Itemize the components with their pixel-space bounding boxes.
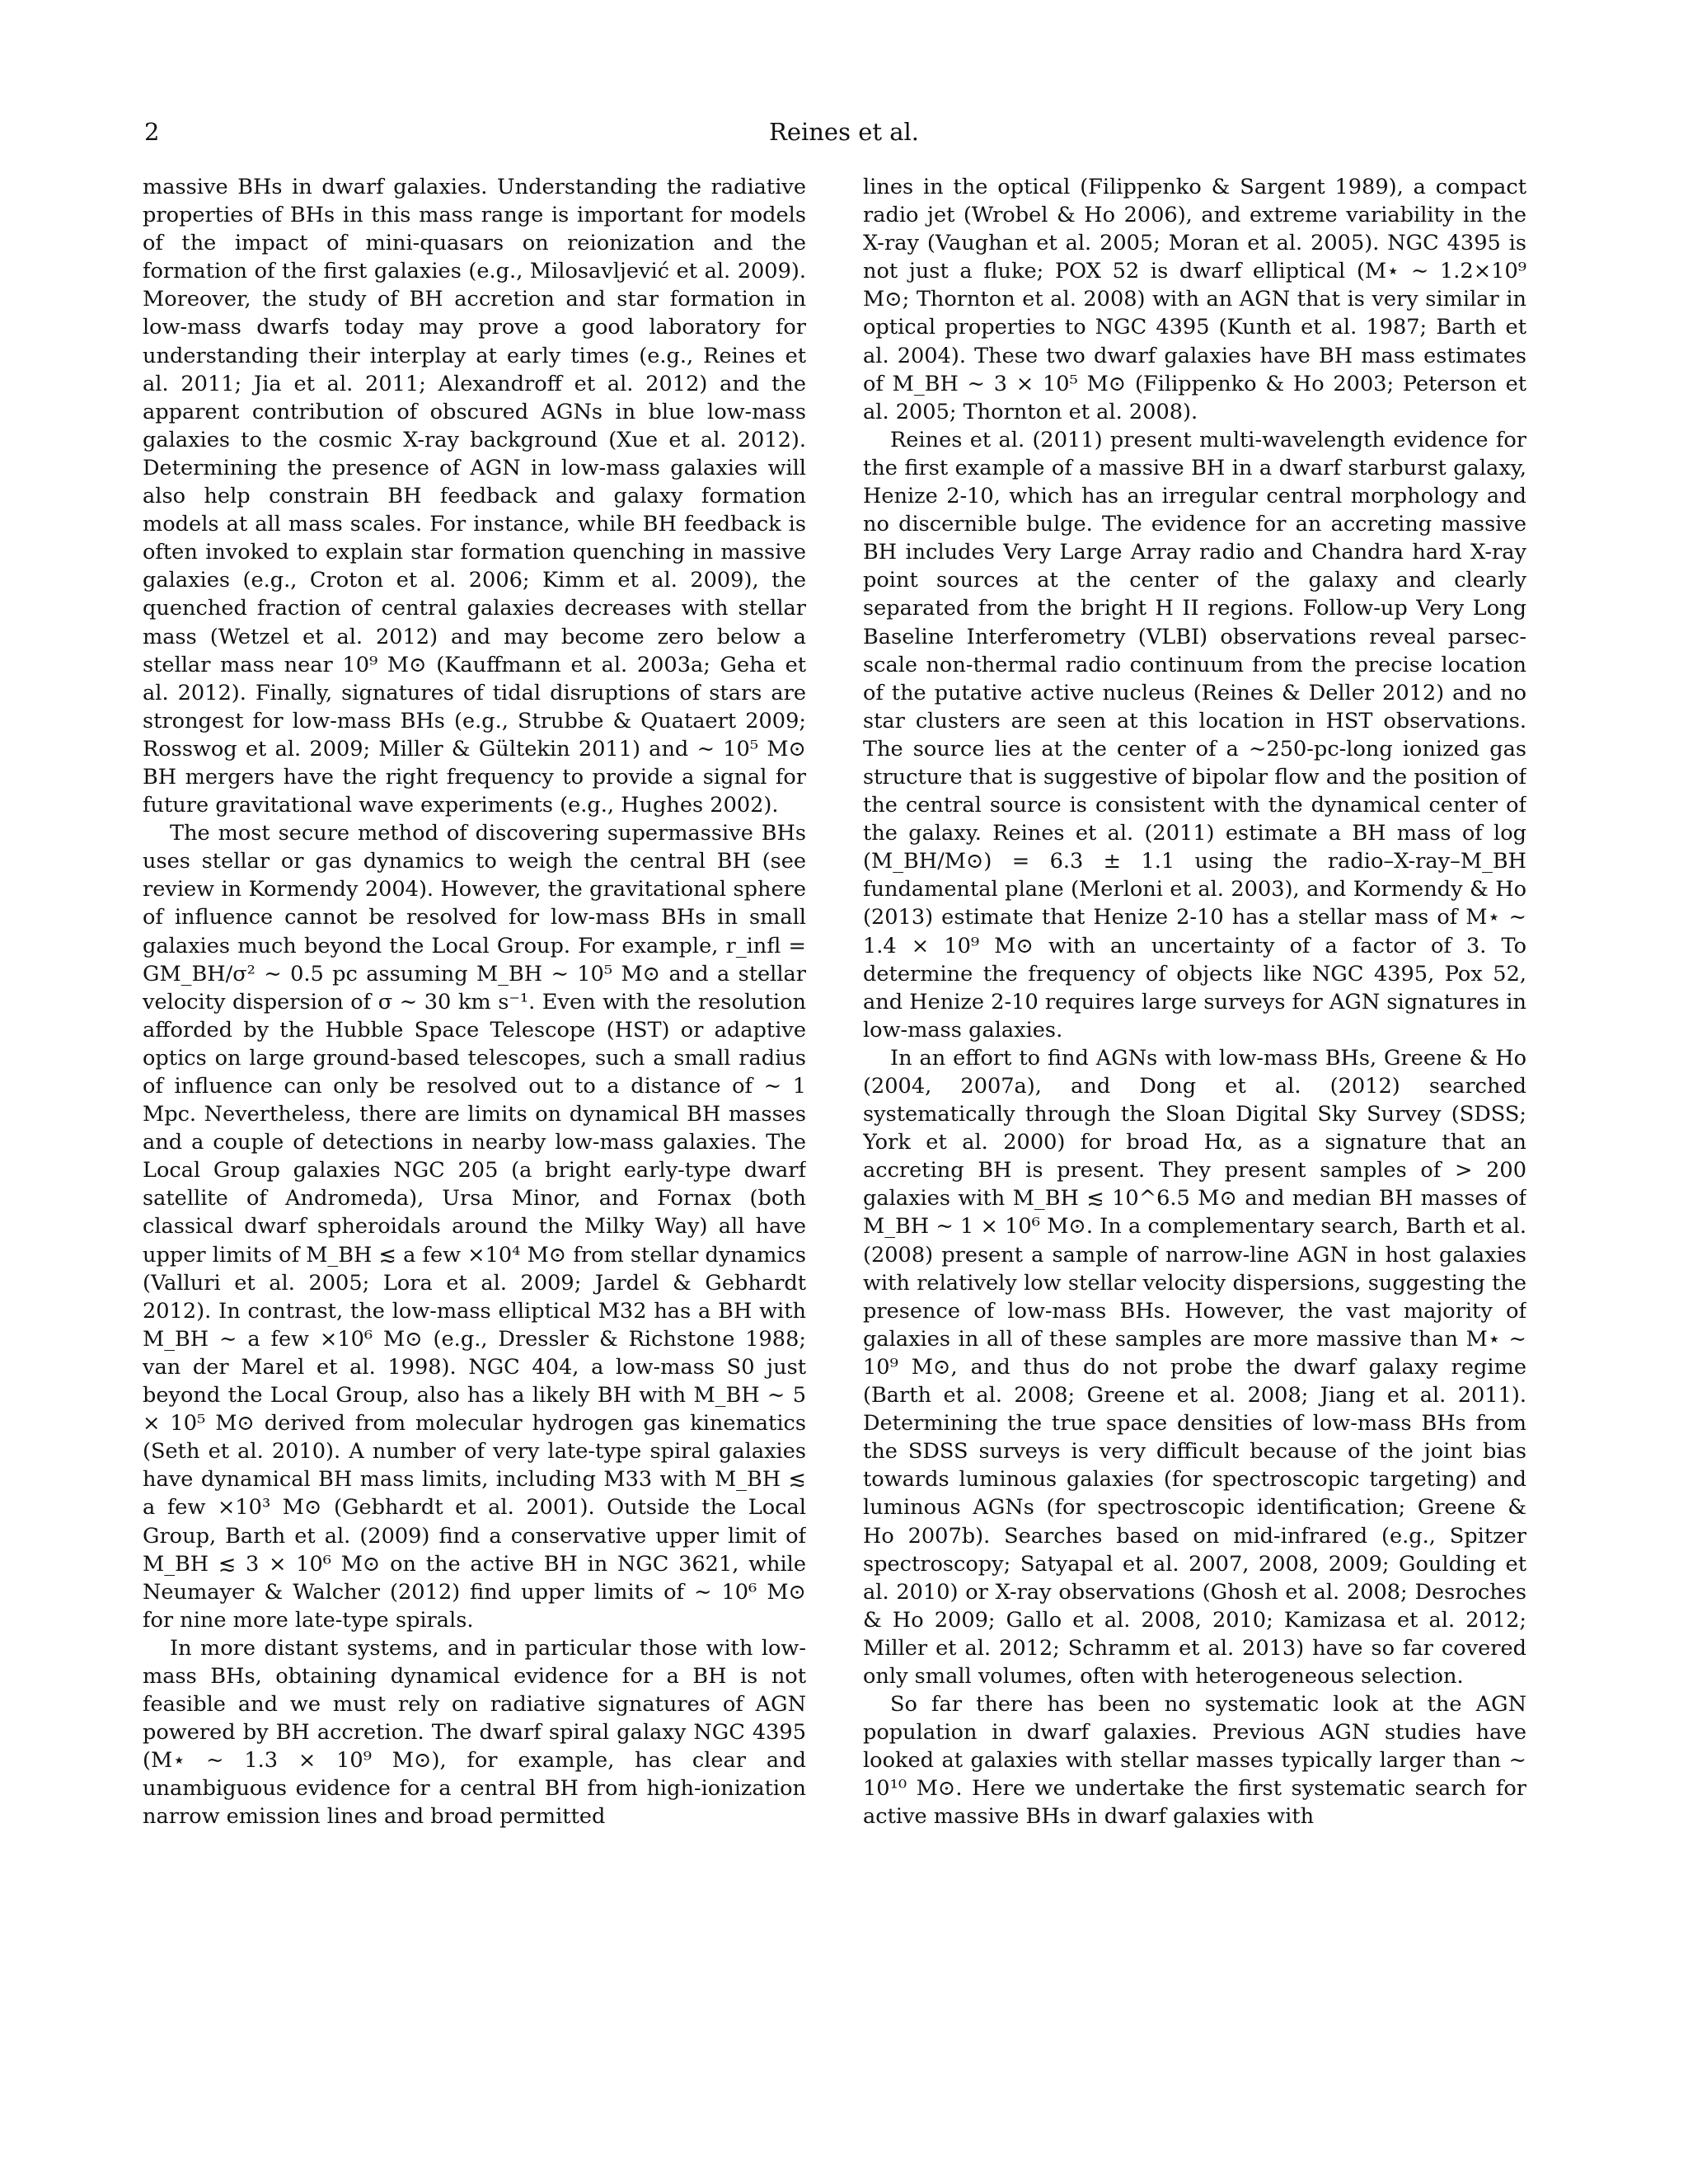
- paragraph: In an effort to find AGNs with low-mass BHs, Greene & Ho (2004, 2007a), and Dong et al. (2012) searched systematically through the Sloan Digital Sky Survey (SDSS; York et al. 2000) for broad Hα, as a signature that an accreting BH is present. They present samples of > 200 galaxies with M_BH ≲ 10^6.5 M⊙ and median BH masses of M_BH ∼ 1 × 10⁶ M⊙. In a complementary search, Barth et al. (2008) present a sample of narrow-line AGN in host galaxies with relatively low stellar velocity dispersions, suggesting the presence of low-mass BHs. However, the vast majority of galaxies in all of these samples are more massive than M⋆ ∼ 10⁹ M⊙, and thus do not probe the dwarf galaxy regime (Barth et al. 2008; Greene et al. 2008; Jiang et al. 2011). Determining the true space densities of low-mass BHs from the SDSS surveys is very difficult because of the joint bias towards luminous galaxies (for spectroscopic targeting) and luminous AGNs (for spectroscopic identification; Greene & Ho 2007b). Searches based on mid-infrared (e.g., Spitzer spectroscopy; Satyapal et al. 2007, 2008, 2009; Goulding et al. 2010) or X-ray observations (Ghosh et al. 2008; Desroches & Ho 2009; Gallo et al. 2008, 2010; Kamizasa et al. 2012; Miller et al. 2012; Schramm et al. 2013) have so far covered only small volumes, often with heterogeneous selection.: [863, 1045, 1526, 1689]
- page-header: [0, 118, 1688, 151]
- paragraph: The most secure method of discovering supermassive BHs uses stellar or gas dynamics to weigh the central BH (see review in Kormendy 2004). However, the gravitational sphere of influence cannot be resolved for low-mass BHs in small galaxies much beyond the Local Group. For example, r_infl = GM_BH/σ² ∼ 0.5 pc assuming M_BH ∼ 10⁵ M⊙ and a stellar velocity dispersion of σ ∼ 30 km s⁻¹. Even with the resolution afforded by the Hubble Space Telescope (HST) or adaptive optics on large ground-based telescopes, such a small radius of influence can only be resolved out to a distance of ∼ 1 Mpc. Nevertheless, there are limits on dynamical BH masses and a couple of detections in nearby low-mass galaxies. The Local Group galaxies NGC 205 (a bright early-type dwarf satellite of Andromeda), Ursa Minor, and Fornax (both classical dwarf spheroidals around the Milky Way) all have upper limits of M_BH ≲ a few ×10⁴ M⊙ from stellar dynamics (Valluri et al. 2005; Lora et al. 2009; Jardel & Gebhardt 2012). In contrast, the low-mass elliptical M32 has a BH with M_BH ∼ a few ×10⁶ M⊙ (e.g., Dressler & Richstone 1988; van der Marel et al. 1998). NGC 404, a low-mass S0 just beyond the Local Group, also has a likely BH with M_BH ∼ 5 × 10⁵ M⊙ derived from molecular hydrogen gas kinematics (Seth et al. 2010). A number of very late-type spiral galaxies have dynamical BH mass limits, including M33 with M_BH ≲ a few ×10³ M⊙ (Gebhardt et al. 2001). Outside the Local Group, Barth et al. (2009) find a conservative upper limit of M_BH ≲ 3 × 10⁶ M⊙ on the active BH in NGC 3621, while Neumayer & Walcher (2012) find upper limits of ∼ 10⁶ M⊙ for nine more late-type spirals.: [143, 821, 806, 1633]
- running-head: Reines et al.: [768, 118, 920, 146]
- paragraph: lines in the optical (Filippenko & Sargent 1989), a compact radio jet (Wrobel & Ho 2006), and extreme variability in the X-ray (Vaughan et al. 2005; Moran et al. 2005). NGC 4395 is not just a fluke; POX 52 is dwarf elliptical (M⋆ ∼ 1.2×10⁹ M⊙; Thornton et al. 2008) with an AGN that is very similar in optical properties to NGC 4395 (Kunth et al. 1987; Barth et al. 2004). These two dwarf galaxies have BH mass estimates of M_BH ∼ 3 × 10⁵ M⊙ (Filippenko & Ho 2003; Peterson et al. 2005; Thornton et al. 2008).: [863, 175, 1526, 424]
- right-column: [863, 173, 1526, 2023]
- page-number: 2: [144, 118, 160, 146]
- paragraph: So far there has been no systematic look at the AGN population in dwarf galaxies. Previous AGN studies have looked at galaxies with stellar masses typically larger than ∼ 10¹⁰ M⊙. Here we undertake the first systematic search for active massive BHs in dwarf galaxies with: [863, 1692, 1526, 1830]
- paragraph: Reines et al. (2011) present multi-wavelength evidence for the first example of a massive BH in a dwarf starburst galaxy, Henize 2-10, which has an irregular central morphology and no discernible bulge. The evidence for an accreting massive BH includes Very Large Array radio and Chandra hard X-ray point sources at the center of the galaxy and clearly separated from the bright H II regions. Follow-up Very Long Baseline Interferometry (VLBI) observations reveal parsec-scale non-thermal radio continuum from the precise location of the putative active nucleus (Reines & Deller 2012) and no star clusters are seen at this location in HST observations. The source lies at the center of a ∼250-pc-long ionized gas structure that is suggestive of bipolar flow and the position of the central source is consistent with the dynamical center of the galaxy. Reines et al. (2011) estimate a BH mass of log (M_BH/M⊙) = 6.3 ± 1.1 using the radio–X-ray–M_BH fundamental plane (Merloni et al. 2003), and Kormendy & Ho (2013) estimate that Henize 2-10 has a stellar mass of M⋆ ∼ 1.4 × 10⁹ M⊙ with an uncertainty of a factor of 3. To determine the frequency of objects like NGC 4395, Pox 52, and Henize 2-10 requires large surveys for AGN signatures in low-mass galaxies.: [863, 427, 1526, 1043]
- paragraph: massive BHs in dwarf galaxies. Understanding the radiative properties of BHs in this mass range is important for models of the impact of mini-quasars on reionization and the formation of the first galaxies (e.g., Milosavljević et al. 2009). Moreover, the study of BH accretion and star formation in low-mass dwarfs today may prove a good laboratory for understanding their interplay at early times (e.g., Reines et al. 2011; Jia et al. 2011; Alexandroff et al. 2012) and the apparent contribution of obscured AGNs in blue low-mass galaxies to the cosmic X-ray background (Xue et al. 2012). Determining the presence of AGN in low-mass galaxies will also help constrain BH feedback and galaxy formation models at all mass scales. For instance, while BH feedback is often invoked to explain star formation quenching in massive galaxies (e.g., Croton et al. 2006; Kimm et al. 2009), the quenched fraction of central galaxies decreases with stellar mass (Wetzel et al. 2012) and may become zero below a stellar mass near 10⁹ M⊙ (Kauffmann et al. 2003a; Geha et al. 2012). Finally, signatures of tidal disruptions of stars are strongest for low-mass BHs (e.g., Strubbe & Quataert 2009; Rosswog et al. 2009; Miller & Gültekin 2011) and ∼ 10⁵ M⊙ BH mergers have the right frequency to provide a signal for future gravitational wave experiments (e.g., Hughes 2002).: [143, 175, 806, 818]
- left-column: [143, 173, 806, 2023]
- paragraph: In more distant systems, and in particular those with low-mass BHs, obtaining dynamical evidence for a BH is not feasible and we must rely on radiative signatures of AGN powered by BH accretion. The dwarf spiral galaxy NGC 4395 (M⋆ ∼ 1.3 × 10⁹ M⊙), for example, has clear and unambiguous evidence for a central BH from high-ionization narrow emission lines and broad permitted: [143, 1635, 806, 1830]
